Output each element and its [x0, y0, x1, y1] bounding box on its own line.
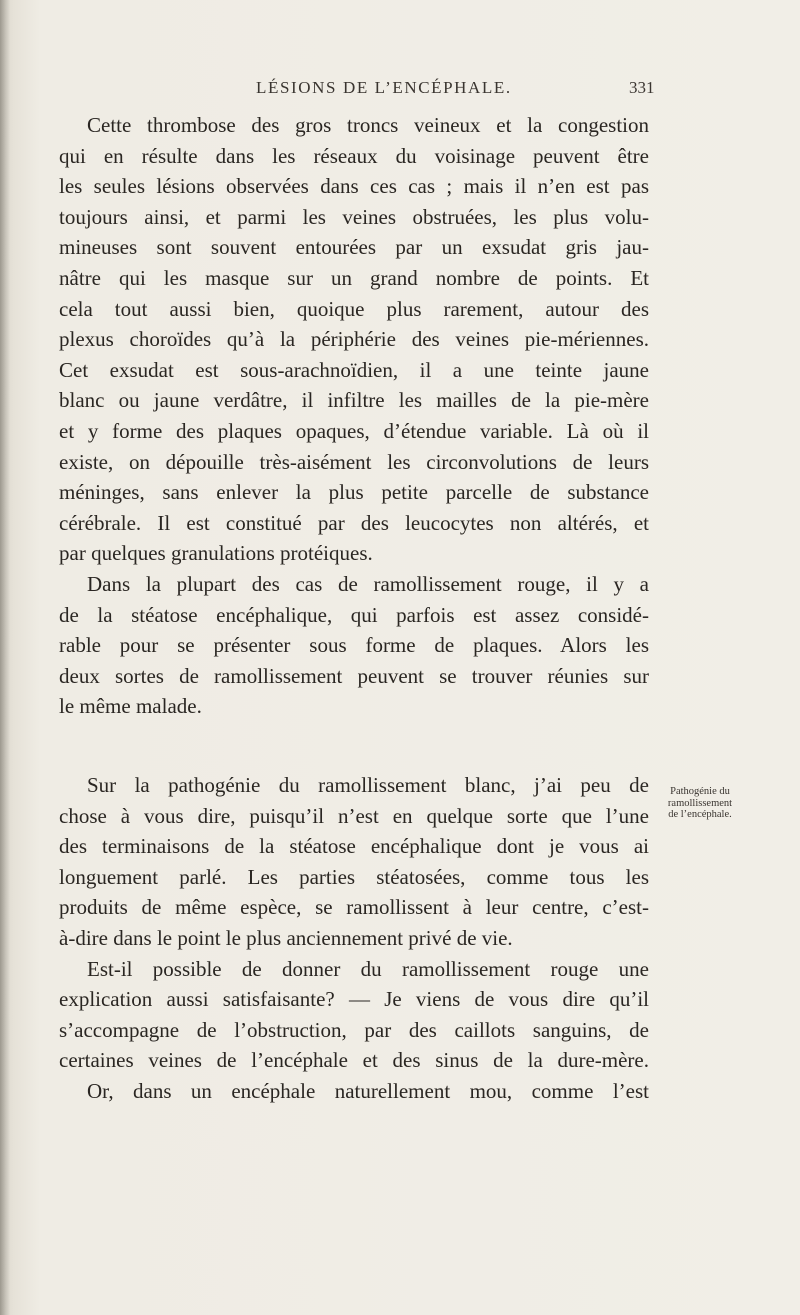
text-line: s’accompagne de l’obstruction, par des caillots sanguins, de: [59, 1017, 649, 1042]
page-number: 331: [629, 78, 655, 97]
margin-note-line: ramollissement: [667, 797, 733, 809]
running-head-title: LÉSIONS DE L’ENCÉPHALE.: [256, 78, 512, 97]
paragraph-steatose: [59, 569, 649, 722]
text-line: à-dire dans le point le plus anciennement privé de vie.: [59, 925, 513, 950]
paragraph-ramollissement-rouge: [59, 954, 649, 1107]
margin-note-line: Pathogénie du: [670, 786, 730, 797]
text-line: méninges, sans enlever la plus petite parcelle de substance: [59, 480, 649, 505]
margin-note-line: de l’encéphale.: [668, 809, 732, 820]
paragraph-pathogenie: [59, 770, 649, 954]
text-line: de la stéatose encéphalique, qui parfois est assez considé-: [59, 602, 649, 627]
text-line: et y forme des plaques opaques, d’étendue variable. Là où il: [59, 418, 649, 443]
text-line: certaines veines de l’encéphale et des sinus de la dure-mère.: [59, 1048, 649, 1073]
text-line: deux sortes de ramollissement peuvent se trouver réunies sur: [59, 663, 649, 688]
text-line: Est-il possible de donner du ramollissement rouge une: [87, 956, 649, 981]
text-line: blanc ou jaune verdâtre, il infiltre les mailles de la pie-mère: [59, 388, 649, 413]
text-line: des terminaisons de la stéatose encéphalique dont je vous ai: [59, 834, 649, 859]
text-line: chose à vous dire, puisqu’il n’est en quelque sorte que l’une: [59, 803, 649, 828]
text-line: explication aussi satisfaisante? — Je viens de vous dire qu’il: [59, 987, 649, 1012]
text-line: cela tout aussi bien, quoique plus rarement, autour des: [59, 296, 649, 321]
text-line: produits de même espèce, se ramollissent à leur centre, c’est-: [59, 895, 649, 920]
text-line: mineuses sont souvent entourées par un exsudat gris jau-: [59, 235, 649, 260]
text-line: cérébrale. Il est constitué par des leucocytes non altérés, et: [59, 510, 649, 535]
paragraph-thrombose: [59, 110, 649, 569]
text-line: Cet exsudat est sous-arachnoïdien, il a une teinte jaune: [59, 357, 649, 382]
text-line: Sur la pathogénie du ramollissement blanc, j’ai peu de: [87, 773, 649, 797]
text-line: rable pour se présenter sous forme de plaques. Alors les: [59, 633, 649, 658]
text-line: plexus choroïdes qu’à la périphérie des veines pie-mériennes.: [59, 327, 649, 352]
text-line: le même malade.: [59, 694, 202, 719]
text-line: nâtre qui les masque sur un grand nombre de points. Et: [59, 265, 649, 290]
text-line: par quelques granulations protéiques.: [59, 541, 373, 566]
page-gutter-shadow: [0, 0, 10, 1315]
text-line: Or, dans un encéphale naturellement mou, comme l’est: [87, 1078, 649, 1103]
running-head: [0, 78, 800, 104]
text-line: Dans la plupart des cas de ramollissement rouge, il y a: [87, 571, 649, 596]
text-line: existe, on dépouille très-aisément les circonvolutions de leurs: [59, 449, 649, 474]
margin-note: [661, 786, 739, 821]
text-line: longuement parlé. Les parties stéatosées, comme tous les: [59, 864, 649, 889]
text-line: qui en résulte dans les réseaux du voisinage peuvent être: [59, 143, 649, 168]
text-block-upper: [59, 110, 649, 722]
text-block-lower: [59, 770, 649, 1107]
text-line: les seules lésions observées dans ces cas ; mais il n’en est pas: [59, 174, 649, 199]
text-line: toujours ainsi, et parmi les veines obstruées, les plus volu-: [59, 204, 649, 229]
text-line: Cette thrombose des gros troncs veineux et la congestion: [87, 113, 649, 137]
